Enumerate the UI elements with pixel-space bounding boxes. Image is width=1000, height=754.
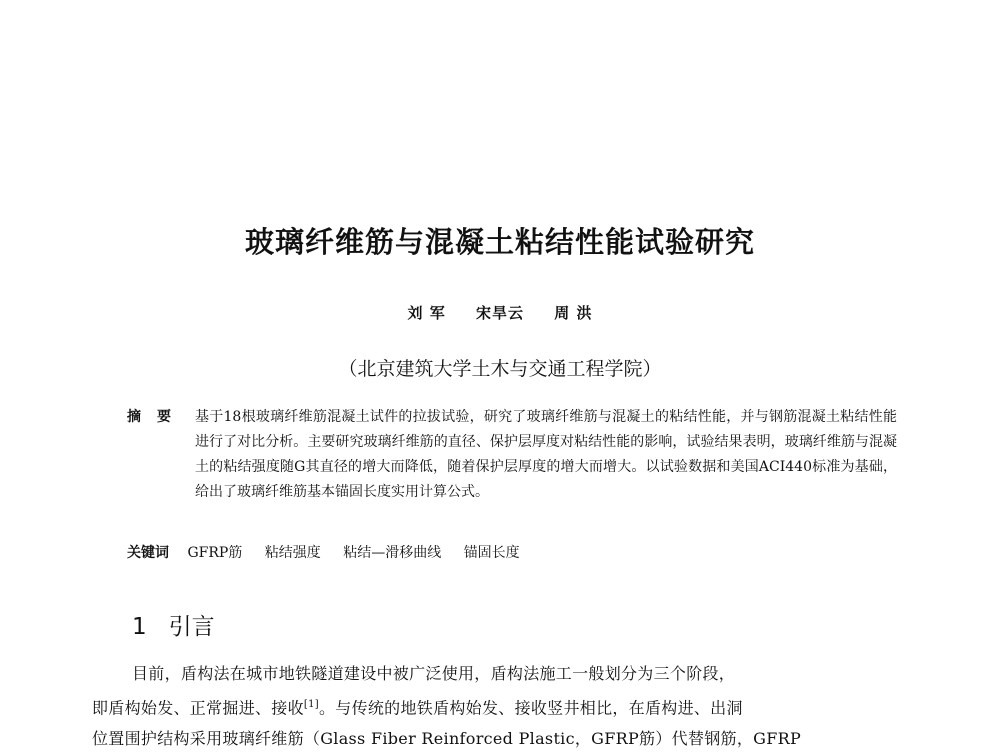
keyword: 粘结—滑移曲线 — [343, 545, 442, 561]
intro-line: 位置围护结构采用玻璃纤维筋（Glass Fiber Reinforced Plastic，GFRP筋）代替钢筋，GFRP — [92, 729, 802, 749]
keyword: 锚固长度 — [463, 545, 520, 561]
paper-title: 玻璃纤维筋与混凝土粘结性能试验研究 — [244, 225, 755, 259]
author-name: 宋旱云 — [475, 304, 524, 322]
intro-line: 目前，盾构法在城市地铁隧道建设中被广泛使用，盾构法施工一般划分为三个阶段， — [132, 664, 736, 683]
section-heading — [132, 612, 215, 642]
citation-ref: [1] — [303, 699, 319, 710]
abstract-text: 基于18根玻璃纤维筋混凝土试件的拉拔试验，研究了玻璃纤维筋与混凝土的粘结性能，并与钢筋混凝土粘结性能进行了对比分析。主要研究玻璃纤维筋的直径、保护层厚度对粘结性能的影响，试验结果表明，玻璃纤维筋与混凝土的粘结强度随G其直径的增大而降低，随着保护层厚度的增大而增大。以试验数据和美国ACI440标准为基础，给出了玻璃纤维筋基本锚固长度实用计算公式。 — [195, 409, 897, 500]
keyword: GFRP筋 — [187, 545, 243, 561]
abstract-label: 摘要 — [127, 409, 187, 425]
intro-line — [92, 689, 898, 723]
section-title: 引言 — [168, 614, 215, 640]
intro-paragraph — [92, 658, 898, 754]
keywords-block — [127, 541, 897, 566]
intro-text: 即盾构始发、正常掘进、接收 — [92, 698, 304, 718]
section-number: 1 — [132, 614, 147, 640]
affiliation: （北京建筑大学土木与交通工程学院） — [338, 358, 662, 380]
author-list — [0, 302, 1000, 324]
author-name: 刘 军 — [407, 304, 446, 322]
keyword: 粘结强度 — [264, 545, 321, 561]
keywords-label: 关键词 — [127, 545, 169, 561]
author-name: 周 洪 — [554, 304, 593, 322]
intro-text: 。与传统的地铁盾构始发、接收竖井相比，在盾构进、出洞 — [318, 698, 743, 718]
abstract-block — [127, 405, 897, 505]
